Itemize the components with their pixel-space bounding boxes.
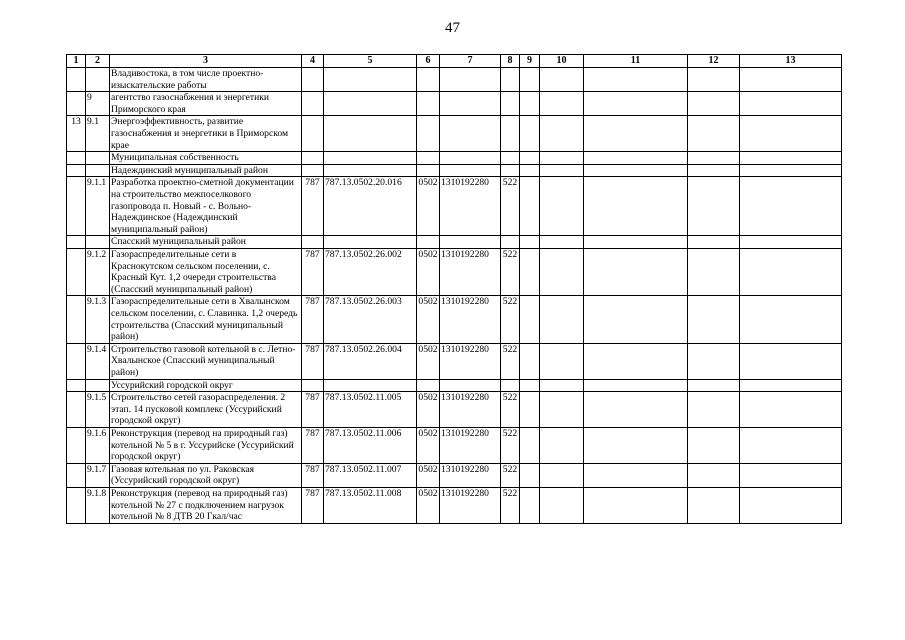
header-cell: 6 <box>417 55 440 68</box>
empty-cell-col-10 <box>540 463 584 487</box>
empty-cell-col-11 <box>584 152 688 165</box>
empty-cell-col-12 <box>688 392 740 428</box>
budget-table <box>66 54 842 524</box>
section-code-cell <box>417 236 440 249</box>
empty-cell-col-10 <box>540 236 584 249</box>
empty-cell-col-12 <box>688 177 740 236</box>
description-cell: Надеждинский муниципальный район <box>110 164 302 177</box>
row-number-cell <box>67 296 86 343</box>
row-number-cell <box>67 427 86 463</box>
empty-cell-col-9 <box>520 68 540 92</box>
item-code-cell: 9.1 <box>86 116 110 152</box>
expense-type-cell <box>501 116 520 152</box>
agency-code-cell <box>302 152 324 165</box>
target-code-cell <box>440 116 501 152</box>
item-code-cell <box>86 68 110 92</box>
header-cell: 7 <box>440 55 501 68</box>
target-code-cell: 1310192280 <box>440 343 501 379</box>
header-cell: 1 <box>67 55 86 68</box>
header-cell: 4 <box>302 55 324 68</box>
empty-cell-col-11 <box>584 379 688 392</box>
table-row <box>67 92 842 116</box>
empty-cell-col-10 <box>540 152 584 165</box>
expense-type-cell: 522 <box>501 463 520 487</box>
item-code-cell <box>86 164 110 177</box>
row-number-cell: 13 <box>67 116 86 152</box>
page-number: 47 <box>445 20 460 36</box>
agency-code-cell: 787 <box>302 487 324 523</box>
item-code-cell: 9.1.3 <box>86 296 110 343</box>
empty-cell-col-9 <box>520 379 540 392</box>
expense-type-cell: 522 <box>501 177 520 236</box>
header-cell: 12 <box>688 55 740 68</box>
description-cell: Уссурийский городской округ <box>110 379 302 392</box>
target-code-cell <box>440 92 501 116</box>
section-code-cell <box>417 152 440 165</box>
object-code-cell <box>324 92 417 116</box>
empty-cell-col-10 <box>540 164 584 177</box>
agency-code-cell <box>302 92 324 116</box>
table-row <box>67 68 842 92</box>
target-code-cell <box>440 379 501 392</box>
empty-cell-col-13 <box>740 116 842 152</box>
target-code-cell: 1310192280 <box>440 296 501 343</box>
empty-cell-col-13 <box>740 68 842 92</box>
target-code-cell: 1310192280 <box>440 487 501 523</box>
section-code-cell <box>417 68 440 92</box>
empty-cell-col-9 <box>520 343 540 379</box>
expense-type-cell: 522 <box>501 487 520 523</box>
header-cell: 5 <box>324 55 417 68</box>
expense-type-cell <box>501 92 520 116</box>
row-number-cell <box>67 177 86 236</box>
item-code-cell <box>86 152 110 165</box>
object-code-cell <box>324 116 417 152</box>
empty-cell-col-9 <box>520 392 540 428</box>
row-number-cell <box>67 392 86 428</box>
empty-cell-col-13 <box>740 296 842 343</box>
agency-code-cell <box>302 164 324 177</box>
table-row <box>67 177 842 236</box>
target-code-cell <box>440 236 501 249</box>
item-code-cell <box>86 236 110 249</box>
table-row <box>67 379 842 392</box>
table-row <box>67 152 842 165</box>
table-row <box>67 427 842 463</box>
description-cell: Реконструкция (перевод на природный газ) котельной № 5 в г. Уссурийске (Уссурийский городской округ) <box>110 427 302 463</box>
item-code-cell: 9.1.8 <box>86 487 110 523</box>
empty-cell-col-13 <box>740 343 842 379</box>
section-code-cell <box>417 92 440 116</box>
header-cell: 9 <box>520 55 540 68</box>
empty-cell-col-9 <box>520 248 540 295</box>
empty-cell-col-12 <box>688 487 740 523</box>
item-code-cell: 9.1.5 <box>86 392 110 428</box>
empty-cell-col-11 <box>584 92 688 116</box>
table-body <box>67 68 842 524</box>
empty-cell-col-12 <box>688 92 740 116</box>
empty-cell-col-11 <box>584 236 688 249</box>
empty-cell-col-10 <box>540 343 584 379</box>
section-code-cell: 0502 <box>417 463 440 487</box>
header-row <box>67 55 842 68</box>
header-cell: 2 <box>86 55 110 68</box>
item-code-cell: 9.1.1 <box>86 177 110 236</box>
agency-code-cell <box>302 68 324 92</box>
section-code-cell: 0502 <box>417 487 440 523</box>
row-number-cell <box>67 379 86 392</box>
object-code-cell: 787.13.0502.11.006 <box>324 427 417 463</box>
agency-code-cell: 787 <box>302 296 324 343</box>
empty-cell-col-11 <box>584 68 688 92</box>
row-number-cell <box>67 164 86 177</box>
empty-cell-col-13 <box>740 92 842 116</box>
row-number-cell <box>67 343 86 379</box>
empty-cell-col-13 <box>740 177 842 236</box>
expense-type-cell: 522 <box>501 296 520 343</box>
item-code-cell <box>86 379 110 392</box>
empty-cell-col-12 <box>688 116 740 152</box>
empty-cell-col-9 <box>520 152 540 165</box>
header-cell: 10 <box>540 55 584 68</box>
empty-cell-col-11 <box>584 427 688 463</box>
empty-cell-col-12 <box>688 248 740 295</box>
empty-cell-col-12 <box>688 427 740 463</box>
section-code-cell: 0502 <box>417 177 440 236</box>
header-cell: 13 <box>740 55 842 68</box>
object-code-cell <box>324 68 417 92</box>
empty-cell-col-11 <box>584 296 688 343</box>
agency-code-cell: 787 <box>302 177 324 236</box>
section-code-cell: 0502 <box>417 296 440 343</box>
agency-code-cell <box>302 236 324 249</box>
agency-code-cell: 787 <box>302 427 324 463</box>
empty-cell-col-13 <box>740 164 842 177</box>
empty-cell-col-10 <box>540 427 584 463</box>
object-code-cell <box>324 164 417 177</box>
item-code-cell: 9.1.7 <box>86 463 110 487</box>
empty-cell-col-10 <box>540 177 584 236</box>
empty-cell-col-11 <box>584 487 688 523</box>
agency-code-cell: 787 <box>302 463 324 487</box>
target-code-cell: 1310192280 <box>440 427 501 463</box>
description-cell: Реконструкция (перевод на природный газ) котельной № 27 с подключением нагрузок котельной № 8 ДТВ 20 Гкал/час <box>110 487 302 523</box>
object-code-cell <box>324 236 417 249</box>
table-row <box>67 343 842 379</box>
empty-cell-col-13 <box>740 487 842 523</box>
row-number-cell <box>67 68 86 92</box>
item-code-cell: 9.1.2 <box>86 248 110 295</box>
target-code-cell <box>440 152 501 165</box>
description-cell: Строительство сетей газораспределения. 2 этап. 14 пусковой комплекс (Уссурийский городской округ) <box>110 392 302 428</box>
agency-code-cell <box>302 116 324 152</box>
target-code-cell <box>440 68 501 92</box>
expense-type-cell <box>501 68 520 92</box>
table-row <box>67 164 842 177</box>
section-code-cell <box>417 379 440 392</box>
empty-cell-col-9 <box>520 236 540 249</box>
empty-cell-col-9 <box>520 116 540 152</box>
description-cell: Владивостока, в том числе проектно-изыскательские работы <box>110 68 302 92</box>
empty-cell-col-11 <box>584 177 688 236</box>
header-cell: 3 <box>110 55 302 68</box>
empty-cell-col-11 <box>584 463 688 487</box>
description-cell: Газораспределительные сети в Краснокутском сельском поселении, с. Красный Кут. 1,2 очереди строительства (Спасский муниципальный район) <box>110 248 302 295</box>
row-number-cell <box>67 248 86 295</box>
row-number-cell <box>67 487 86 523</box>
object-code-cell: 787.13.0502.11.007 <box>324 463 417 487</box>
table-row <box>67 296 842 343</box>
description-cell: Газораспределительные сети в Хвалынском сельском поселении, с. Славинка. 1,2 очередь строительства (Спасский муниципальный район) <box>110 296 302 343</box>
empty-cell-col-10 <box>540 296 584 343</box>
empty-cell-col-11 <box>584 116 688 152</box>
section-code-cell: 0502 <box>417 392 440 428</box>
empty-cell-col-13 <box>740 392 842 428</box>
empty-cell-col-13 <box>740 379 842 392</box>
target-code-cell: 1310192280 <box>440 177 501 236</box>
item-code-cell: 9 <box>86 92 110 116</box>
expense-type-cell: 522 <box>501 392 520 428</box>
table-row <box>67 116 842 152</box>
expense-type-cell: 522 <box>501 248 520 295</box>
expense-type-cell: 522 <box>501 427 520 463</box>
section-code-cell <box>417 116 440 152</box>
empty-cell-col-10 <box>540 487 584 523</box>
empty-cell-col-12 <box>688 463 740 487</box>
empty-cell-col-11 <box>584 392 688 428</box>
empty-cell-col-10 <box>540 116 584 152</box>
empty-cell-col-13 <box>740 248 842 295</box>
empty-cell-col-12 <box>688 152 740 165</box>
header-cell: 8 <box>501 55 520 68</box>
target-code-cell: 1310192280 <box>440 463 501 487</box>
row-number-cell <box>67 92 86 116</box>
table-row <box>67 236 842 249</box>
empty-cell-col-12 <box>688 68 740 92</box>
agency-code-cell: 787 <box>302 248 324 295</box>
item-code-cell: 9.1.4 <box>86 343 110 379</box>
object-code-cell: 787.13.0502.11.008 <box>324 487 417 523</box>
section-code-cell: 0502 <box>417 427 440 463</box>
empty-cell-col-10 <box>540 379 584 392</box>
row-number-cell <box>67 152 86 165</box>
row-number-cell <box>67 463 86 487</box>
empty-cell-col-10 <box>540 248 584 295</box>
target-code-cell: 1310192280 <box>440 248 501 295</box>
section-code-cell: 0502 <box>417 248 440 295</box>
empty-cell-col-13 <box>740 463 842 487</box>
empty-cell-col-9 <box>520 427 540 463</box>
agency-code-cell <box>302 379 324 392</box>
empty-cell-col-11 <box>584 343 688 379</box>
empty-cell-col-9 <box>520 92 540 116</box>
row-number-cell <box>67 236 86 249</box>
description-cell: Спасский муниципальный район <box>110 236 302 249</box>
object-code-cell: 787.13.0502.26.004 <box>324 343 417 379</box>
empty-cell-col-11 <box>584 164 688 177</box>
table-row <box>67 248 842 295</box>
empty-cell-col-12 <box>688 236 740 249</box>
empty-cell-col-13 <box>740 152 842 165</box>
empty-cell-col-9 <box>520 164 540 177</box>
target-code-cell <box>440 164 501 177</box>
empty-cell-col-9 <box>520 177 540 236</box>
description-cell: Строительство газовой котельной в с. Летно-Хвалынское (Спасский муниципальный район) <box>110 343 302 379</box>
table-row <box>67 392 842 428</box>
expense-type-cell: 522 <box>501 343 520 379</box>
object-code-cell: 787.13.0502.26.003 <box>324 296 417 343</box>
expense-type-cell <box>501 152 520 165</box>
empty-cell-col-13 <box>740 236 842 249</box>
empty-cell-col-9 <box>520 463 540 487</box>
empty-cell-col-12 <box>688 379 740 392</box>
table-row <box>67 487 842 523</box>
description-cell: агентство газоснабжения и энергетики Приморского края <box>110 92 302 116</box>
expense-type-cell <box>501 164 520 177</box>
empty-cell-col-11 <box>584 248 688 295</box>
object-code-cell: 787.13.0502.26.002 <box>324 248 417 295</box>
description-cell: Муниципальная собственность <box>110 152 302 165</box>
expense-type-cell <box>501 236 520 249</box>
empty-cell-col-13 <box>740 427 842 463</box>
object-code-cell: 787.13.0502.20.016 <box>324 177 417 236</box>
description-cell: Газовая котельная по ул. Раковская (Уссурийский городской округ) <box>110 463 302 487</box>
object-code-cell <box>324 379 417 392</box>
object-code-cell <box>324 152 417 165</box>
empty-cell-col-12 <box>688 296 740 343</box>
empty-cell-col-10 <box>540 68 584 92</box>
agency-code-cell: 787 <box>302 343 324 379</box>
table-row <box>67 463 842 487</box>
expense-type-cell <box>501 379 520 392</box>
section-code-cell <box>417 164 440 177</box>
empty-cell-col-12 <box>688 164 740 177</box>
agency-code-cell: 787 <box>302 392 324 428</box>
description-cell: Разработка проектно-сметной документации на строительство межпоселкового газопровода п. Новый - с. Вольно-Надеждинское (Надеждинский муниципальный район) <box>110 177 302 236</box>
target-code-cell: 1310192280 <box>440 392 501 428</box>
section-code-cell: 0502 <box>417 343 440 379</box>
item-code-cell: 9.1.6 <box>86 427 110 463</box>
object-code-cell: 787.13.0502.11.005 <box>324 392 417 428</box>
empty-cell-col-9 <box>520 296 540 343</box>
header-cell: 11 <box>584 55 688 68</box>
empty-cell-col-12 <box>688 343 740 379</box>
empty-cell-col-10 <box>540 92 584 116</box>
description-cell: Энергоэффективность, развитие газоснабжения и энергетики в Приморском крае <box>110 116 302 152</box>
empty-cell-col-10 <box>540 392 584 428</box>
empty-cell-col-9 <box>520 487 540 523</box>
